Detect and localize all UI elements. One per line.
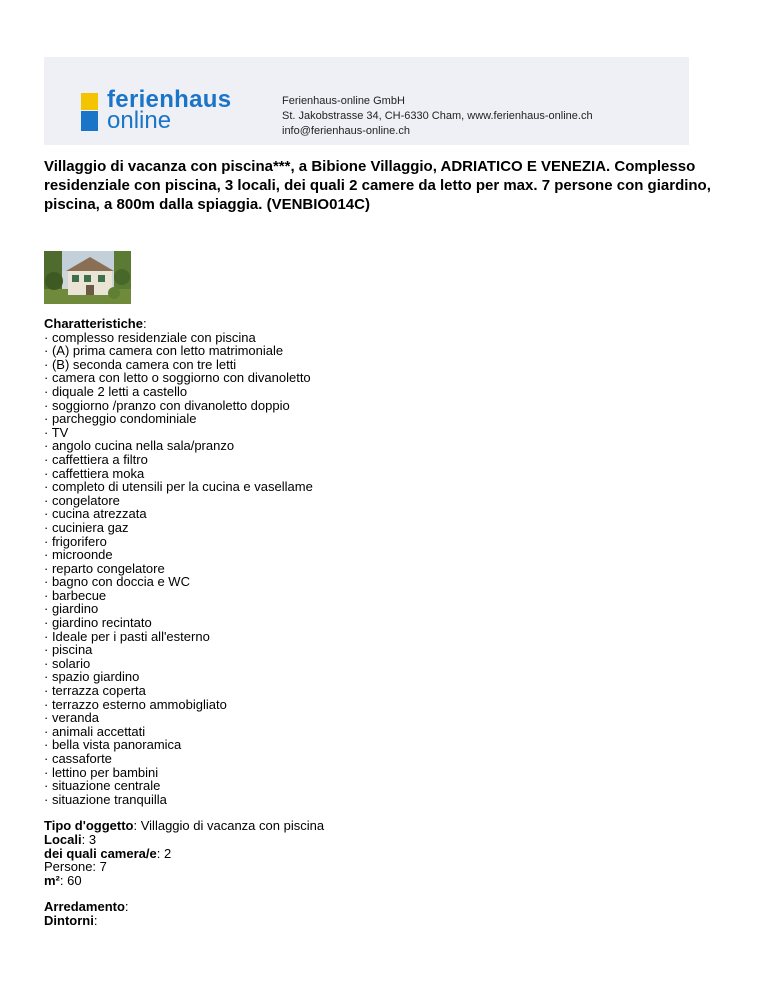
- listing-content: [44, 317, 724, 928]
- feature-item: · spazio giardino: [44, 669, 140, 685]
- feature-item: · bagno con doccia e WC: [44, 574, 190, 590]
- features-list: [44, 331, 724, 807]
- furnishing-heading: Arredamento:: [44, 899, 129, 915]
- feature-item: · frigorifero: [44, 533, 107, 549]
- detail-type-value: Villaggio di vacanza con piscina: [140, 818, 325, 834]
- property-photo[interactable]: [44, 251, 131, 304]
- detail-area: m²: 60: [44, 872, 82, 888]
- detail-persons: Persone: 7: [44, 859, 107, 875]
- feature-item: · cuciniera gaz: [44, 519, 129, 535]
- feature-item: · solario: [44, 655, 91, 671]
- furnishing-label: Arredamento: [44, 899, 125, 915]
- feature-item: · soggiorno /pranzo con divanoletto doppio: [44, 397, 290, 413]
- company-address: St. Jakobstrasse 34, CH-6330 Cham, www.ferienhaus-online.ch: [282, 110, 593, 122]
- feature-item: · animali accettati: [44, 723, 146, 739]
- listing-title: Villaggio di vacanza con piscina***, a Bibione Villaggio, ADRIATICO E VENEZIA. Complesso residenziale con piscina, 3 locali, dei quali 2 camere da letto per max. 7 persone con giardino, piscina, a 800m dalla spiaggia. (VENBIO014C): [44, 158, 711, 213]
- feature-item: · giardino recintato: [44, 615, 152, 631]
- feature-item: · reparto congelatore: [44, 560, 165, 576]
- company-info: [282, 94, 593, 139]
- feature-item: · terrazzo esterno ammobigliato: [44, 696, 227, 712]
- details-block: [44, 819, 724, 887]
- detail-rooms-value: 3: [88, 831, 97, 847]
- feature-item: · bella vista panoramica: [44, 737, 182, 753]
- feature-item: · cucina atrezzata: [44, 506, 147, 522]
- feature-item: · Ideale per i pasti all'esterno: [44, 628, 210, 644]
- detail-type: Tipo d'oggetto: Villaggio di vacanza con piscina: [44, 818, 325, 834]
- company-email[interactable]: info@ferienhaus-online.ch: [282, 125, 410, 137]
- feature-item: · microonde: [44, 547, 113, 563]
- feature-item: · completo di utensili per la cucina e vasellame: [44, 479, 313, 495]
- detail-rooms: Locali: 3: [44, 831, 97, 847]
- logo-blue-square: [81, 111, 98, 131]
- surroundings-label: Dintorni: [44, 912, 94, 928]
- detail-type-label: Tipo d'oggetto: [44, 818, 134, 834]
- header-banner: [44, 57, 689, 145]
- logo-yellow-square: [81, 93, 98, 110]
- surroundings-heading: Dintorni:: [44, 912, 98, 928]
- features-heading: Charatteristiche:: [44, 316, 147, 331]
- logo-word-ferienhaus: ferienhaus: [107, 86, 232, 113]
- detail-bedrooms: dei quali camera/e: 2: [44, 845, 172, 861]
- logo-word-online: online: [107, 107, 172, 134]
- feature-item: · parcheggio condominiale: [44, 411, 197, 427]
- feature-item: · giardino: [44, 601, 99, 617]
- feature-item: · cassaforte: [44, 751, 112, 766]
- detail-bedrooms-value: 2: [163, 845, 172, 861]
- feature-item: · (B) seconda camera con tre letti: [44, 356, 237, 372]
- detail-area-value: 60: [67, 872, 82, 888]
- feature-item: · diquale 2 letti a castello: [44, 383, 188, 399]
- feature-item: · congelatore: [44, 492, 120, 508]
- feature-item: · terrazza coperta: [44, 683, 146, 699]
- feature-item: · veranda: [44, 710, 99, 726]
- feature-item: · caffettiera moka: [44, 465, 145, 481]
- detail-rooms-label: Locali: [44, 831, 82, 847]
- feature-item: · camera con letto o soggiorno con divanoletto: [44, 370, 311, 386]
- company-name: Ferienhaus-online GmbH: [282, 95, 405, 107]
- feature-item: · TV: [44, 424, 69, 440]
- detail-bedrooms-label: dei quali camera/e: [44, 845, 157, 861]
- features-label: Charatteristiche: [44, 316, 143, 331]
- feature-item: · lettino per bambini: [44, 764, 159, 780]
- extra-block: [44, 900, 724, 927]
- feature-item: · barbecue: [44, 587, 107, 603]
- feature-item: · situazione centrale: [44, 778, 161, 794]
- detail-area-label: m²: [44, 872, 60, 888]
- feature-item: · caffettiera a filtro: [44, 451, 148, 467]
- feature-item: · complesso residenziale con piscina: [44, 329, 256, 345]
- feature-item: · situazione tranquilla: [44, 791, 167, 807]
- feature-item: · angolo cucina nella sala/pranzo: [44, 438, 235, 454]
- ferienhaus-logo[interactable]: [81, 86, 251, 135]
- feature-item: · piscina: [44, 642, 93, 658]
- feature-item: · (A) prima camera con letto matrimoniale: [44, 343, 284, 359]
